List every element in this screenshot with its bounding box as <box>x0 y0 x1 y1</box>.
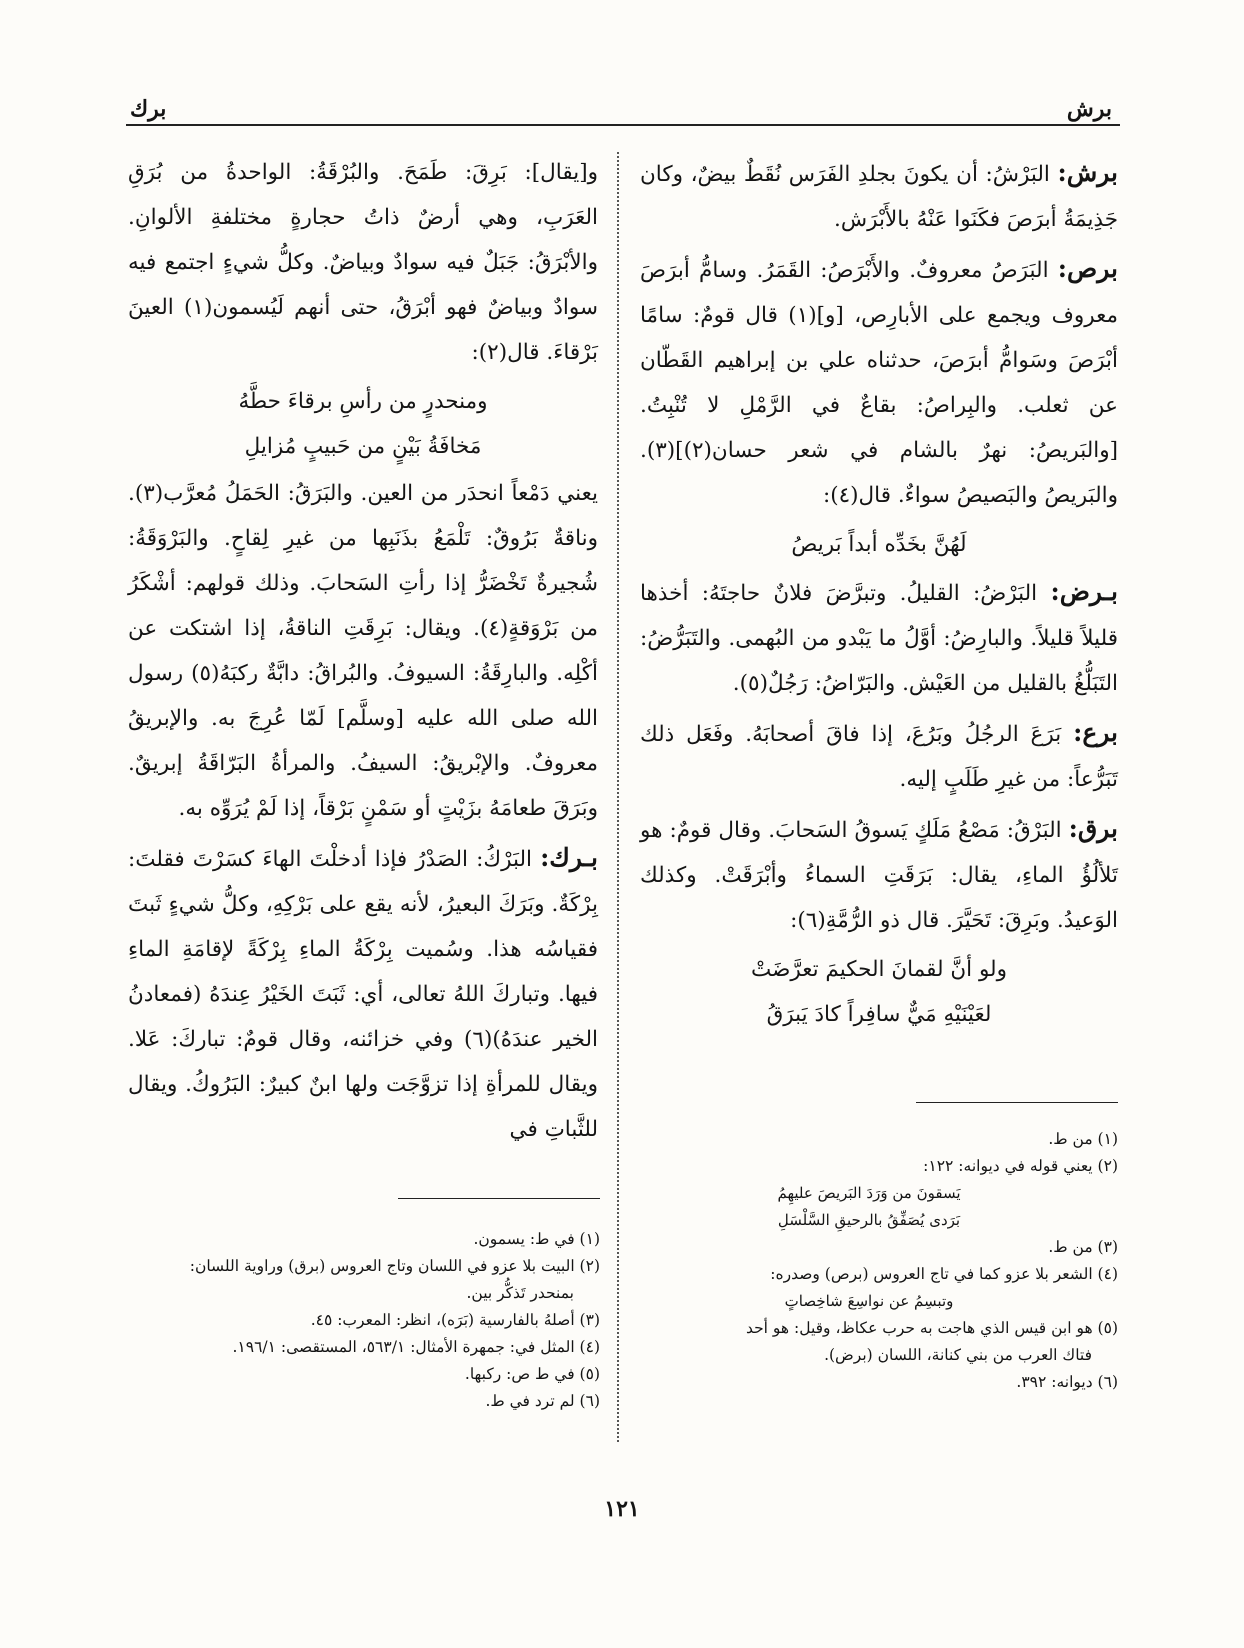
footnote-verse: يَسقونَ من وَرَدَ البَريصَ عليهِمُ <box>777 1184 961 1202</box>
verse-line: مَخافَةُ بَيْنٍ من حَبيبٍ مُزايلِ <box>244 434 482 459</box>
footnotes-right <box>620 1126 1118 1396</box>
entry-text: البَرْضُ: القليلُ. وتبرَّضَ فلانٌ حاجتَهُ: أخذها قليلاً قليلاً. والبارِضُ: أوَّلُ ما يَبْدو من البُهمى. والتَبَرُّضُ: التَبَلُّغُ بالقليل من العَيْش. والبَرّاضُ: رَجُلٌ(٥). <box>640 581 1118 696</box>
entry-text: البَرْكُ: الصَدْرُ فإذا أدخلْتَ الهاءَ كسَرْتَ فقلتَ: بِرْكَةٌ. وبَرَكَ البعيرُ، لأنه يقع على بَرْكِهِ، وكلُّ شيءٍ ثَبتَ فقياسُه هذا. وسُميت بِرْكَةُ الماءِ بِرْكَةً لإقامَةِ الماءِ فيها. وتباركَ اللهُ تعالى، أي: ثَبَتَ الخَيْرُ عِندَهُ (فمعادنُ الخير عندَهُ)(٦) وفي خزائنه، وقال قومٌ: تباركَ: عَلا. ويقال للمرأةِ إذا تزوَّجَت ولها ابنٌ كبيرٌ: البَرُوكُ. ويقال للثَّباتِ في <box>128 847 599 1142</box>
entry-headword: بـرك: <box>540 843 598 872</box>
column-divider <box>617 152 619 1442</box>
dictionary-entry <box>640 569 1118 706</box>
verse <box>128 379 598 469</box>
footnote: (٣) أصلهُ بالفارسية (بَرَه)، انظر: المعرب: ٤٥. <box>310 1311 600 1329</box>
footnote-continuation: بمنحدر تَذكُّر بين. <box>466 1284 574 1302</box>
dictionary-entry <box>128 150 598 375</box>
entry-text: البَرْقُ: مَصْعُ مَلَكٍ يَسوقُ السَحابَ. وقال قومٌ: هو تَلألُؤُ الماءِ، يقال: بَرَقَتِ السماءُ وأبْرَقَتْ. وكذلك الوَعيدُ. وبَرِقَ: تَحَيَّرَ. قال ذو الرُّمَّةِ(٦): <box>640 818 1118 933</box>
verse-line: لعَيْنَيْهِ مَيٌّ سافِراً كادَ يَبرَقُ <box>766 1002 992 1027</box>
footnote: (٤) الشعر بلا عزو كما في تاج العروس (برص) وصدره: <box>770 1265 1118 1283</box>
verse-line: ولو أنَّ لقمانَ الحكيمَ تعرَّضَتْ <box>751 957 1007 982</box>
verse-line: لَهُنَّ بخَدِّه أبداً بَريصُ <box>791 532 967 557</box>
footnotes-left <box>128 1226 600 1415</box>
dictionary-entry <box>640 710 1118 802</box>
page-number: ١٢١ <box>604 1496 640 1522</box>
verse <box>640 522 1118 567</box>
entry-headword: برص: <box>1057 254 1118 283</box>
entry-text: يعني دَمْعاً انحدَر من العين. والبَرَقُ: الحَمَلُ مُعرَّب(٣). وناقةٌ بَرُوقٌ: تَلْمَعُ بذَنَبِها من غيرِ لِقاحٍ. والبَرْوَقَةُ: شُجيرةٌ تَخْضَرُّ إذا رأتِ السَحابَ. وذلك قولهم: أشْكَرُ من بَرْوَقةٍ(٤). ويقال: بَرِقَتِ الناقةُ، إذا اشتكت عن أكْلِه. والبارِقَةُ: السيوفُ. والبُراقُ: دابَّةٌ ركبَهُ(٥) رسول الله صلى الله عليه [وسلَّم] لَمّا عُرِجَ به. والإبريقُ معروفٌ. والإبْريقُ: السيفُ. والمرأةُ البَرّاقَةُ إبريقٌ. وبَرَقَ طعامَهُ بزَيْتٍ أو سَمْنٍ بَرْقاً، إذا لَمْ يُرَوِّه به. <box>128 481 599 821</box>
footnote-verse: بَرَدى يُصَفِّقُ بالرحيقِ السَّلْسَلِ <box>777 1211 961 1229</box>
footnote: (٥) في ط ص: ركبها. <box>464 1365 600 1383</box>
dictionary-entry <box>128 835 598 1152</box>
footnote: (٦) لم ترد في ط. <box>485 1392 600 1410</box>
footnote: (٦) ديوانه: ٣٩٢. <box>1016 1373 1118 1391</box>
dictionary-entry <box>640 150 1118 242</box>
header-rule <box>126 124 1120 126</box>
verse-line: ومنحدرٍ من رأسِ برقاءَ حطَّهُ <box>238 389 488 414</box>
dictionary-entry <box>640 806 1118 943</box>
entry-text: و[يقال]: بَرِقَ: طَمَحَ. والبُرْقَةُ: الواحدةُ من بُرَقِ العَرَبِ، وهي أرضٌ ذاتُ حجارةٍ مختلفةِ الألوانِ. والأبْرَقُ: جَبَلٌ فيه سوادٌ وبياضٌ. وكلُّ شيءٍ اجتمع فيه سوادٌ وبياضٌ فهو أبْرَقُ، حتى أنهم لَيُسمون(١) العينَ بَرْقاءَ. قال(٢): <box>128 160 598 365</box>
entry-text: البَرَصُ معروفٌ. والأَبْرَصُ: القَمَرُ. وسامُّ أبرَصَ معروف ويجمع على الأبارِص، [و](١) قال قومٌ: سامًا أبْرَصَ وسَوامُّ أبرَصَ، حدثناه علي بن إبراهيم القَطّان عن ثعلب. والبِراصُ: بقاعٌ في الرَّمْلِ لا تُنْبِتُ. [والبَريصُ: نهرٌ بالشام في شعر حسان(٢)](٣). والبَريصُ والبَصيصُ سواءٌ. قال(٤): <box>640 258 1118 508</box>
footnote-rule-left <box>398 1198 600 1199</box>
entry-headword: برع: <box>1073 718 1118 747</box>
left-column <box>128 150 598 1156</box>
right-column <box>640 150 1118 1039</box>
footnote-verse: وتبسِمُ عن نواسِعَ شاخِصاتٍ <box>784 1292 954 1310</box>
running-header-right: برش <box>1066 96 1112 122</box>
verse <box>640 947 1118 1037</box>
footnote: (٥) هو ابن قيس الذي هاجت به حرب عكاظ، وقيل: هو أحد <box>745 1319 1118 1337</box>
entry-text: بَرَعَ الرجُلُ وبَرُعَ، إذا فاقَ أصحابَهُ. وفَعَل ذلك تَبَرُّعاً: من غيرِ طَلَبٍ إليه. <box>640 722 1118 792</box>
entry-headword: برش: <box>1057 158 1118 187</box>
footnote: (٢) البيت بلا عزو في اللسان وتاج العروس (برق) وراوية اللسان: <box>189 1257 600 1275</box>
footnote: (١) في ط: يسمون. <box>473 1230 600 1248</box>
entry-text: البَرْشُ: أن يكونَ بجلدِ الفَرَس نُقَطٌ بيضٌ، وكان جَذِيمَةُ أبرَصَ فكَنَوا عَنْهُ بالأَبْرَش. <box>640 162 1118 232</box>
footnote: (١) من ط. <box>1048 1130 1118 1148</box>
footnote-rule-right <box>916 1102 1118 1103</box>
dictionary-entry <box>640 246 1118 518</box>
footnote-continuation: فتاك العرب من بني كنانة، اللسان (برض). <box>824 1346 1092 1364</box>
footnote: (٤) المثل في: جمهرة الأمثال: ٥٦٣/١، المستقصى: ١٩٦/١. <box>232 1338 600 1356</box>
running-header-left: برك <box>130 96 167 122</box>
entry-headword: بـرض: <box>1050 577 1118 606</box>
footnote: (٣) من ط. <box>1048 1238 1118 1256</box>
footnote: (٢) يعني قوله في ديوانه: ١٢٢: <box>923 1157 1118 1175</box>
dictionary-entry <box>128 471 598 831</box>
entry-headword: برق: <box>1068 814 1118 843</box>
